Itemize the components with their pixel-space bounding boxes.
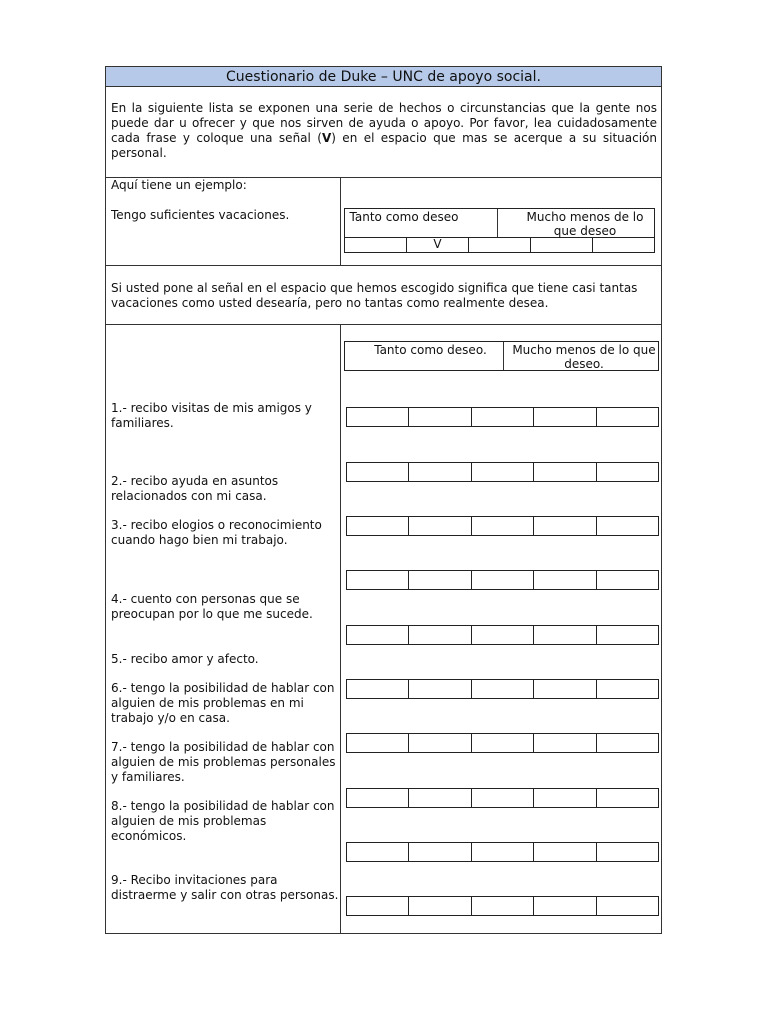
item-9: 9.- Recibo invitaciones para distraerme y salir con otras personas.: [111, 873, 339, 902]
item-8: 8.- tengo la posibilidad de hablar con alguien de mis problemas económicos.: [111, 799, 335, 843]
answer-box[interactable]: [596, 843, 658, 861]
answer-box[interactable]: [408, 626, 470, 644]
answer-box[interactable]: [596, 680, 658, 698]
answer-box[interactable]: [596, 734, 658, 752]
example-explanation: Si usted pone al señal en el espacio que hemos escogido significa que tiene casi tantas vacaciones como usted desearía, pero no tantas como realmente desea.: [111, 281, 638, 310]
answer-scale-row[interactable]: [346, 679, 659, 699]
item-7: 7.- tengo la posibilidad de hablar con alguien de mis problemas personales y familiares.: [111, 740, 336, 784]
example-scale-cell: [530, 237, 592, 252]
answer-box[interactable]: [533, 734, 595, 752]
example-header-left: Tanto como deseo: [349, 210, 459, 224]
item-1: 1.- recibo visitas de mis amigos y familiares.: [111, 401, 312, 430]
answer-box[interactable]: [408, 734, 470, 752]
instructions-mark: V: [321, 131, 332, 145]
answer-box[interactable]: [533, 626, 595, 644]
example-scale-cell: [468, 237, 530, 252]
instructions-text: [111, 101, 657, 161]
answer-box[interactable]: [596, 571, 658, 589]
answer-box[interactable]: [533, 843, 595, 861]
answer-box[interactable]: [533, 571, 595, 589]
answer-scale-row[interactable]: [346, 733, 659, 753]
item-5: 5.- recibo amor y afecto.: [111, 652, 259, 666]
answer-scale-row[interactable]: [346, 462, 659, 482]
instructions-part2: ) en el espacio que mas se acerque a su situación personal.: [111, 131, 657, 160]
answer-box[interactable]: [347, 843, 408, 861]
answer-box[interactable]: [347, 517, 408, 535]
example-scale-cell: [592, 237, 654, 252]
answer-box[interactable]: [533, 789, 595, 807]
answer-box[interactable]: [471, 789, 533, 807]
answer-box[interactable]: [471, 897, 533, 915]
answer-box[interactable]: [596, 626, 658, 644]
answer-scale-row[interactable]: [346, 516, 659, 536]
answer-box[interactable]: [596, 897, 658, 915]
answer-box[interactable]: [471, 843, 533, 861]
answer-box[interactable]: [471, 571, 533, 589]
answer-box[interactable]: [347, 680, 408, 698]
answer-box[interactable]: [408, 680, 470, 698]
answer-box[interactable]: [408, 843, 470, 861]
answer-box[interactable]: [533, 680, 595, 698]
scale-header: [344, 341, 659, 371]
scale-header-left: Tanto como deseo.: [374, 343, 487, 357]
example-header-right: Mucho menos de lo que deseo: [526, 210, 644, 238]
questionnaire-table: [105, 66, 662, 934]
example-scale-cell: [345, 237, 406, 252]
scale-header-right: Mucho menos de lo que deseo.: [512, 343, 656, 371]
answer-box[interactable]: [408, 408, 470, 426]
item-4: 4.- cuento con personas que se preocupan por lo que me sucede.: [111, 592, 313, 621]
answer-scale-row[interactable]: [346, 788, 659, 808]
answer-box[interactable]: [347, 789, 408, 807]
answer-box[interactable]: [471, 626, 533, 644]
answer-box[interactable]: [471, 734, 533, 752]
example-scale-header: [344, 208, 655, 238]
answer-box[interactable]: [347, 734, 408, 752]
example-statement: Tengo suficientes vacaciones.: [111, 208, 290, 222]
answer-scale-row[interactable]: [346, 570, 659, 590]
example-scale-cell-selected: V: [406, 237, 468, 252]
answer-box[interactable]: [347, 408, 408, 426]
example-intro: Aquí tiene un ejemplo:: [111, 178, 247, 192]
questionnaire-title: Cuestionario de Duke – UNC de apoyo social.: [106, 67, 661, 87]
answer-box[interactable]: [471, 408, 533, 426]
answer-box[interactable]: [347, 571, 408, 589]
answer-box[interactable]: [596, 408, 658, 426]
answer-box[interactable]: [408, 789, 470, 807]
answer-box[interactable]: [533, 897, 595, 915]
answer-box[interactable]: [347, 463, 408, 481]
answer-box[interactable]: [408, 897, 470, 915]
answer-scale-row[interactable]: [346, 842, 659, 862]
answer-box[interactable]: [471, 517, 533, 535]
example-scale-boxes: [344, 237, 655, 253]
answer-box[interactable]: [596, 517, 658, 535]
answer-scale-row[interactable]: [346, 896, 659, 916]
answer-box[interactable]: [596, 463, 658, 481]
answer-box[interactable]: [408, 571, 470, 589]
item-2: 2.- recibo ayuda en asuntos relacionados con mi casa.: [111, 474, 279, 503]
answer-box[interactable]: [471, 680, 533, 698]
answer-box[interactable]: [533, 463, 595, 481]
item-3: 3.- recibo elogios o reconocimiento cuando hago bien mi trabajo.: [111, 518, 322, 547]
answer-box[interactable]: [596, 789, 658, 807]
answer-box[interactable]: [347, 626, 408, 644]
answer-scale-row[interactable]: [346, 625, 659, 645]
answer-box[interactable]: [533, 517, 595, 535]
answer-box[interactable]: [408, 517, 470, 535]
answer-box[interactable]: [408, 463, 470, 481]
answer-box[interactable]: [347, 897, 408, 915]
answer-box[interactable]: [533, 408, 595, 426]
answer-box[interactable]: [471, 463, 533, 481]
answer-scale-row[interactable]: [346, 407, 659, 427]
instructions-part1: En la siguiente lista se exponen una serie de hechos o circunstancias que la gente nos puede dar u ofrecer y que nos sirven de ayuda o apoyo. Por favor, lea cuidadosamente cada frase y coloque una señal (: [111, 101, 657, 145]
item-6: 6.- tengo la posibilidad de hablar con alguien de mis problemas en mi trabajo y/o en casa.: [111, 681, 335, 725]
